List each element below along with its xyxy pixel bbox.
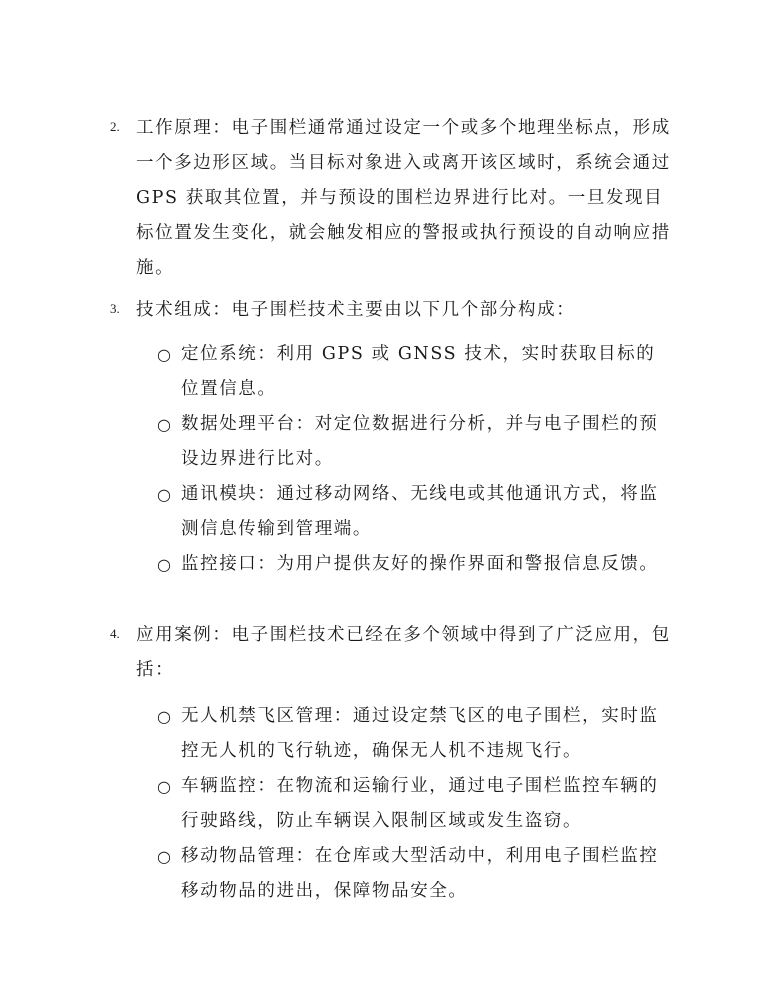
sub-bullet: ○ [157, 777, 171, 796]
list-number: 3. [110, 301, 120, 316]
list-item-text: 应用案例：电子围栏技术已经在多个领域中得到了广泛应用，包括： [136, 625, 671, 680]
sub-bullet: ○ [157, 847, 171, 866]
sub-bullet: ○ [157, 555, 171, 574]
sub-item-text: 监控接口：为用户提供友好的操作界面和警报信息反馈。 [181, 554, 659, 574]
sub-bullet: ○ [157, 345, 171, 364]
sub-item-text: 数据处理平台：对定位数据进行分析，并与电子围栏的预设边界进行比对。 [181, 414, 659, 469]
sub-bullet: ○ [157, 485, 171, 504]
sub-bullet: ○ [157, 707, 171, 726]
list-item-text: 技术组成：电子围栏技术主要由以下几个部分构成： [136, 300, 576, 320]
sub-item-text: 移动物品管理：在仓库或大型活动中，利用电子围栏监控移动物品的进出，保障物品安全。 [181, 846, 659, 901]
sub-item-text: 通讯模块：通过移动网络、无线电或其他通讯方式，将监测信息传输到管理端。 [181, 484, 659, 539]
sub-item-text: 车辆监控：在物流和运输行业，通过电子围栏监控车辆的行驶路线，防止车辆误入限制区域或发生盗窃。 [181, 776, 659, 831]
list-item-text: 工作原理：电子围栏通常通过设定一个或多个地理坐标点，形成一个多边形区域。当目标对象进入或离开该区域时，系统会通过 GPS 获取其位置，并与预设的围栏边界进行比对。一旦发现目标位置发生变化，就会触发相应的警报或执行预设的自动响应措施。 [136, 118, 671, 278]
list-number: 4. [110, 626, 120, 641]
sub-item-text: 定位系统：利用 GPS 或 GNSS 技术，实时获取目标的位置信息。 [181, 344, 656, 399]
sub-bullet: ○ [157, 415, 171, 434]
list-number: 2. [110, 119, 120, 134]
sub-item-text: 无人机禁飞区管理：通过设定禁飞区的电子围栏，实时监控无人机的飞行轨迹，确保无人机不违规飞行。 [181, 706, 659, 761]
